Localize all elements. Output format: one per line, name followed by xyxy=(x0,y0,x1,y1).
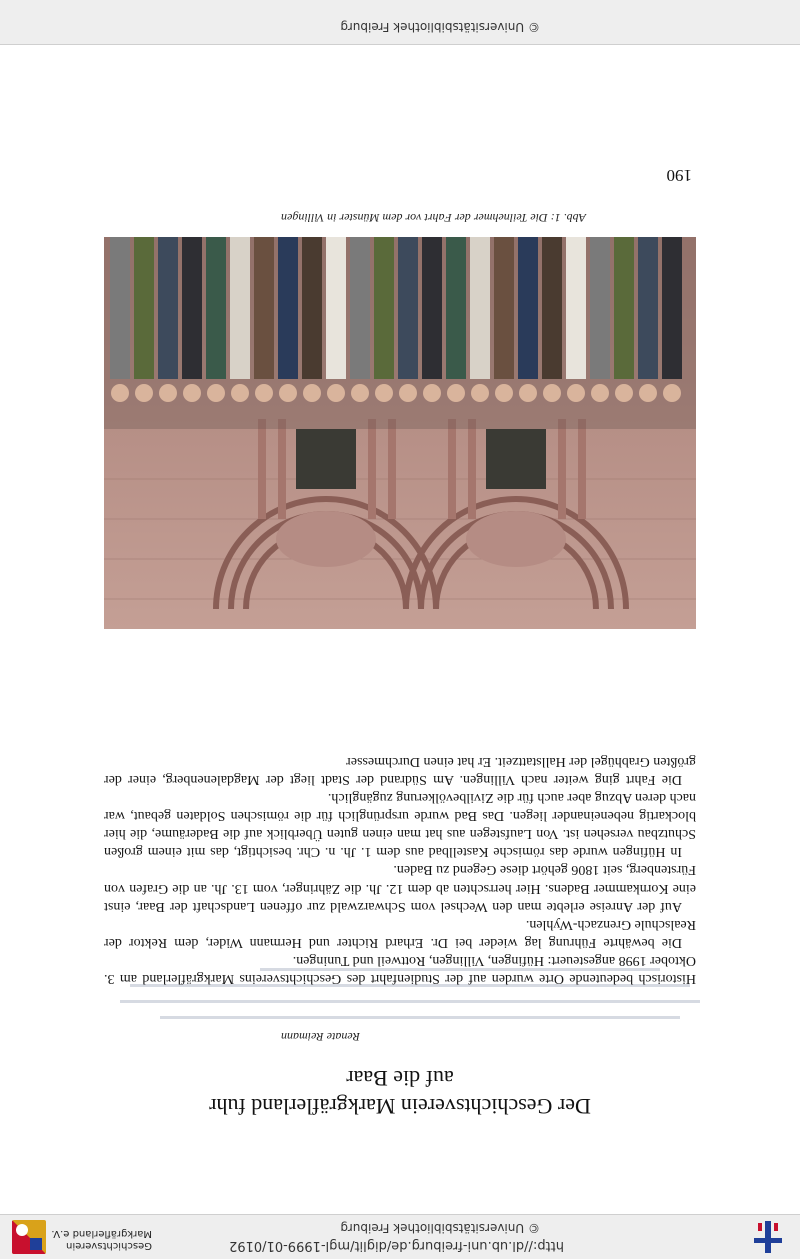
person-head xyxy=(567,384,585,402)
footer-copyright: © Universitätsbibliothek Freiburg xyxy=(340,20,540,34)
person-head xyxy=(111,384,129,402)
person-head xyxy=(543,384,561,402)
group-photo xyxy=(104,237,696,629)
person xyxy=(470,237,490,379)
person xyxy=(134,237,154,379)
geschichtsverein-crest-icon[interactable] xyxy=(12,1220,46,1254)
person-head xyxy=(279,384,297,402)
person xyxy=(614,237,634,379)
person xyxy=(638,237,658,379)
person-head xyxy=(375,384,393,402)
article-author: Renate Reimann xyxy=(281,1030,360,1044)
copyright-text: © Universitätsbibliothek Freiburg xyxy=(340,1221,540,1235)
person xyxy=(110,237,130,379)
person-head xyxy=(351,384,369,402)
person-head xyxy=(303,384,321,402)
person-head xyxy=(447,384,465,402)
person-head xyxy=(183,384,201,402)
person xyxy=(254,237,274,379)
article-body xyxy=(104,752,696,987)
person-head xyxy=(135,384,153,402)
viewer-toolbar xyxy=(0,1214,800,1259)
ub-freiburg-logo-icon[interactable] xyxy=(746,1219,788,1255)
paragraph: Historisch bedeutende Orte wurden auf der Studienfahrt des Geschichtsvereins Markgräflerland am 3. Oktober 1998 angesteuert: Hüfingen, Villingen, Rottweil und Tuningen. xyxy=(104,952,696,986)
person xyxy=(326,237,346,379)
person-head xyxy=(591,384,609,402)
person xyxy=(230,237,250,379)
person-head xyxy=(207,384,225,402)
person-head xyxy=(159,384,177,402)
person-head xyxy=(495,384,513,402)
person xyxy=(278,237,298,379)
person xyxy=(446,237,466,379)
person xyxy=(302,237,322,379)
person-head xyxy=(615,384,633,402)
person xyxy=(494,237,514,379)
page-number: 190 xyxy=(666,166,692,185)
person xyxy=(542,237,562,379)
person xyxy=(518,237,538,379)
article-title-line2: auf die Baar xyxy=(346,1066,454,1091)
person xyxy=(662,237,682,379)
article-title: Der Geschichtsverein Markgräflerland fuhr xyxy=(209,1094,591,1119)
document-url[interactable]: http://dl.ub.uni-freiburg.de/diglit/mgl-1999-01/0192 xyxy=(229,1238,564,1253)
person-head xyxy=(663,384,681,402)
person xyxy=(374,237,394,379)
paragraph: Die bewährte Führung lag wieder bei Dr. Erhard Richter und Hermann Wider, dem Rektor der Realschule Grenzach-Wyhlen. xyxy=(104,916,696,950)
paragraph: In Hüfingen wurde das römische Kastellbad aus dem 1. Jh. n. Chr. besichtigt, das mit einem großen Schutzbau versehen ist. Von Laufstegen aus hat man einen guten Überblick auf die Baderäume, die hier blockartig nebeneinander liegen. Das Bad wurde ursprünglich für die römischen Soldaten gebaut, war nach deren Abzug aber auch für die Zivilbevölkerung zugänglich. xyxy=(104,790,696,860)
person-head xyxy=(639,384,657,402)
paragraph: Auf der Anreise erlebte man den Wechsel vom Schwarzwald zur offenen Landschaft der Baar, einst eine Kornkammer Badens. Hier herrschten ab dem 12. Jh. die Zähringer, vom 13. Jh. an die Grafen von Fürstenberg, seit 1806 gehört diese Gegend zu Baden. xyxy=(104,862,696,914)
person-head xyxy=(471,384,489,402)
person xyxy=(158,237,178,379)
person-head xyxy=(327,384,345,402)
person xyxy=(590,237,610,379)
person xyxy=(182,237,202,379)
person-head xyxy=(423,384,441,402)
person-head xyxy=(399,384,417,402)
person xyxy=(422,237,442,379)
person-head xyxy=(255,384,273,402)
person xyxy=(398,237,418,379)
publisher-name-line2: Markgräflerland e.V. xyxy=(51,1228,152,1239)
person-head xyxy=(519,384,537,402)
person-head xyxy=(231,384,249,402)
publisher-name: Geschichtsverein xyxy=(66,1240,152,1251)
person xyxy=(350,237,370,379)
person xyxy=(206,237,226,379)
figure-caption: Abb. 1: Die Teilnehmer der Fahrt vor dem Münster in Villingen xyxy=(281,211,586,225)
person xyxy=(566,237,586,379)
viewer-footer xyxy=(0,0,800,45)
paragraph: Die Fahrt ging weiter nach Villingen. Am Südrand der Stadt liegt der Magdalenenberg, einer der größten Grabhügel der Hallstattzeit. Er hat einen Durchmesser xyxy=(104,753,696,787)
